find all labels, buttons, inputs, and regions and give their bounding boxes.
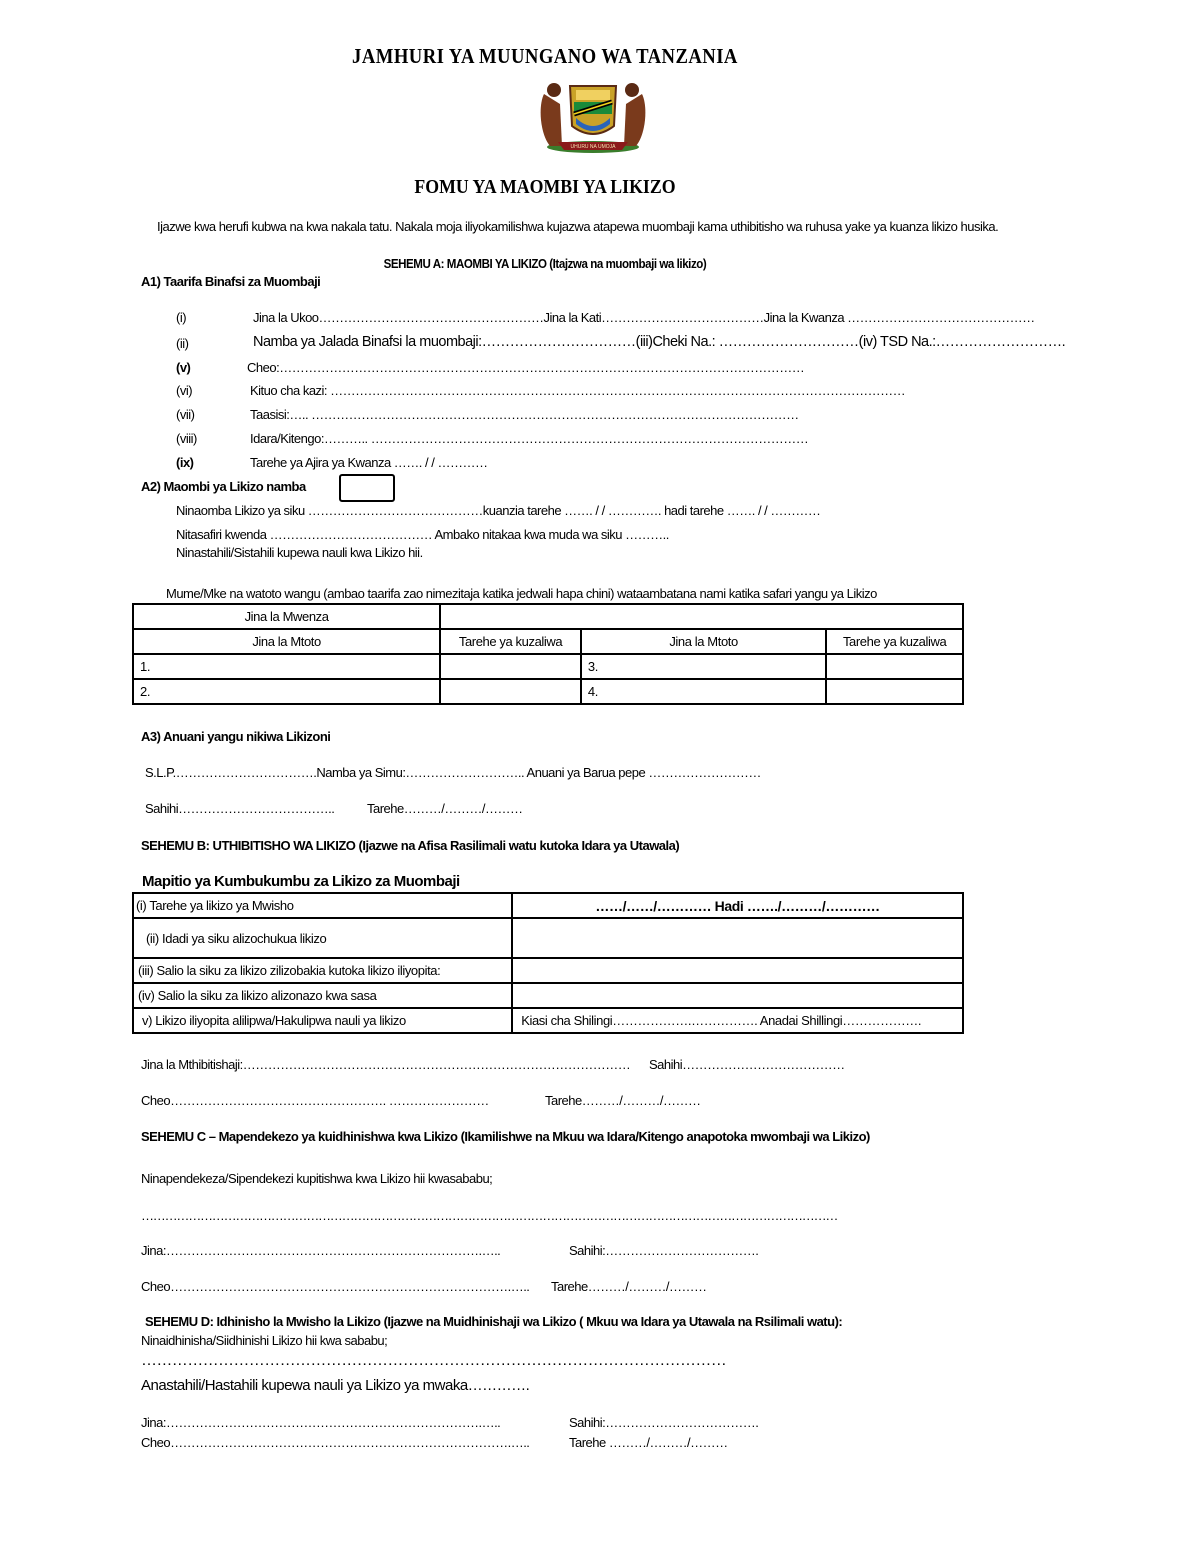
fare-eligibility-line: Ninastahili/Sistahili kupewa nauli kwa Likizo hii. — [176, 545, 423, 560]
row-num-i: (i) — [176, 310, 187, 325]
section-d-title: SEHEMU D: Idhinisho la Mwisho la Likizo (Ijazwe na Muidhinishaji wa Likizo ( Mkuu wa Idara ya Utawala na Rsilimali watu): — [145, 1314, 843, 1329]
section-b-title: SEHEMU B: UTHIBITISHO WA LIKIZO (Ijazwe na Afisa Rasilimali watu kutoka Idara ya Utawala) — [141, 838, 680, 853]
recommendation-reason: Ninapendekeza/Sipendekezi kupitishwa kwa Likizo hii kwasababu; — [141, 1171, 493, 1186]
last-leave-label: (i) Tarehe ya likizo ya Mwisho — [133, 893, 512, 918]
child-4[interactable]: 4. — [581, 679, 826, 704]
a3-title: A3) Anuani yangu nikiwa Likizoni — [141, 729, 331, 744]
family-table — [132, 603, 964, 705]
balance-previous-value[interactable] — [512, 958, 963, 983]
col-child-dob: Tarehe ya kuzaliwa — [826, 629, 963, 654]
spouse-value[interactable] — [440, 604, 963, 629]
section-c-title: SEHEMU C – Mapendekezo ya kuidhinishwa kwa Likizo (Ikamilishwe na Mkuu wa Idara/Kitengo anapotoka mwombaji wa Likizo) — [141, 1129, 870, 1144]
approval-dots: …………………………………………………………………………………………………… — [141, 1352, 727, 1369]
instruction-text: Ijazwe kwa herufi kubwa na kwa nakala tatu. Nakala moja iliyokamilishwa kujazwa atapewa muombaji kama uthibitisho wa ruhusa yake ya kuanza likizo husika. — [157, 219, 999, 234]
col-child-name: Jina la Mtoto — [133, 629, 440, 654]
spouse-label: Jina la Mwenza — [133, 604, 440, 629]
fare-paid-label: v) Likizo iliyopita alilipwa/Hakulipwa nauli ya likizo — [133, 1008, 512, 1033]
child-3[interactable]: 3. — [581, 654, 826, 679]
applicant-signature: Sahihi……………………………….. — [145, 801, 335, 816]
leave-records-table — [132, 892, 964, 1034]
table-row — [133, 679, 963, 704]
balance-current-label: (iv) Salio la siku za likizo alizonazo kwa sasa — [133, 983, 512, 1008]
approver-signature: Sahihi:………………………………. — [569, 1415, 759, 1430]
verifier-name: Jina la Mthibitishaji:………………………………………………………………………………… — [141, 1057, 631, 1072]
col-child-dob: Tarehe ya kuzaliwa — [440, 629, 581, 654]
row-num-vi: (vi) — [176, 383, 193, 398]
row-num-vii: (vii) — [176, 407, 195, 422]
table-row — [133, 918, 963, 958]
table-row — [133, 958, 963, 983]
a2-title: A2) Maombi ya Likizo namba — [141, 479, 306, 494]
row-department: Idara/Kitengo:……….. …………………………………………………………………………………………… — [250, 431, 809, 446]
row-num-v: (v) — [176, 360, 191, 375]
leave-address-line: S.L.P.…………………………….Namba ya Simu:……………………….. Anuani ya Barua pepe ……………………… — [145, 765, 761, 780]
recommender-rank: Cheo……………………………………………………………………….….. — [141, 1279, 530, 1294]
child-1-dob[interactable] — [440, 654, 581, 679]
last-leave-value[interactable]: ……/……/………… Hadi ……./………/………… — [512, 893, 963, 918]
balance-current-value[interactable] — [512, 983, 963, 1008]
form-title: FOMU YA MAOMBI YA LIKIZO — [414, 176, 676, 198]
child-3-dob[interactable] — [826, 654, 963, 679]
svg-text:UHURU NA UMOJA: UHURU NA UMOJA — [570, 144, 616, 150]
child-4-dob[interactable] — [826, 679, 963, 704]
table-row — [133, 629, 963, 654]
table-row — [133, 654, 963, 679]
approver-date: Tarehe ………/………/……… — [569, 1435, 728, 1450]
recommender-name: Jina:………………………………………………………………….….. — [141, 1243, 501, 1258]
table-row — [133, 893, 963, 918]
verifier-date: Tarehe………/………/……… — [545, 1093, 701, 1108]
table-row — [133, 983, 963, 1008]
table-row — [133, 1008, 963, 1033]
days-taken-text: (ii) Idadi ya siku alizochukua likizo — [146, 930, 327, 946]
a1-title: A1) Taarifa Binafsi za Muombaji — [141, 274, 321, 289]
recommendation-dots: …………………………………………………………………………………………………………………………………………………………… — [141, 1208, 838, 1223]
approver-rank: Cheo……………………………………………………………………….….. — [141, 1435, 530, 1450]
coat-of-arms — [534, 76, 652, 154]
row-institution: Taasisi:….. ……………………………………………………………………………………………………… — [250, 407, 799, 422]
row-num-ix: (ix) — [176, 455, 194, 470]
child-2-dob[interactable] — [440, 679, 581, 704]
row-num-ii: (ii) — [176, 336, 189, 351]
row-first-employment-date: Tarehe ya Ajira ya Kwanza ……. / / ………… — [250, 455, 488, 470]
section-b-subtitle: Mapitio ya Kumbukumbu za Likizo za Muombaji — [142, 873, 460, 890]
row-file-number: Namba ya Jalada Binafsi la muombaji:……………………………(iii)Cheki Na.: …………………………(iv) TSD Na.:………………………. — [253, 334, 1066, 350]
table-row — [133, 604, 963, 629]
row-num-viii: (viii) — [176, 431, 197, 446]
verifier-rank: Cheo……………………………………………. …………………… — [141, 1093, 489, 1108]
row-workstation: Kituo cha kazi: ………………………………………………………………………………………………………………………… — [250, 383, 906, 398]
leave-number-box[interactable] — [339, 474, 395, 502]
days-taken-value[interactable] — [512, 918, 963, 958]
child-2[interactable]: 2. — [133, 679, 440, 704]
destination-line: Nitasafiri kwenda ………………………………… Ambako nitakaa kwa muda wa siku ……….. — [176, 527, 669, 542]
row-rank: Cheo:……………………………………………………………………………………………………………… — [247, 360, 805, 375]
leave-request-line: Ninaomba Likizo ya siku ……………………………………kuanzia tarehe ……. / / …………. hadi tarehe ……. / / ………… — [176, 503, 821, 518]
row-surname: Jina la Ukoo………………………………………………Jina la Kati…………………………………Jina la Kwanza ……………………………………… — [253, 310, 1035, 325]
col-child-name: Jina la Mtoto — [581, 629, 826, 654]
child-1[interactable]: 1. — [133, 654, 440, 679]
recommender-date: Tarehe………/………/……… — [551, 1279, 707, 1294]
days-taken-label — [133, 918, 512, 958]
family-intro: Mume/Mke na watoto wangu (ambao taarifa zao nimezitaja katika jedwali hapa chini) wataambatana nami katika safari yangu ya Likizo — [166, 586, 877, 601]
verifier-signature: Sahihi………………………………… — [649, 1057, 845, 1072]
applicant-date: Tarehe………/………/……… — [367, 801, 523, 816]
section-a-title: SEHEMU A: MAOMBI YA LIKIZO (Itajzwa na muombaji wa likizo) — [383, 256, 707, 271]
balance-previous-label: (iii) Salio la siku za likizo zilizobakia kutoka likizo iliyopita: — [133, 958, 512, 983]
country-title: JAMHURI YA MUUNGANO WA TANZANIA — [352, 44, 738, 68]
fare-approval-line: Anastahili/Hastahili kupewa nauli ya Likizo ya mwaka…………. — [141, 1377, 530, 1394]
fare-amount-value[interactable]: Kiasi cha Shilingi……………….……………. Anadai Shillingi………………. — [512, 1008, 963, 1033]
approval-reason: Ninaidhinisha/Siidhinishi Likizo hii kwa sababu; — [141, 1333, 388, 1348]
recommender-signature: Sahihi:………………………………. — [569, 1243, 759, 1258]
approver-name: Jina:………………………………………………………………….….. — [141, 1415, 501, 1430]
